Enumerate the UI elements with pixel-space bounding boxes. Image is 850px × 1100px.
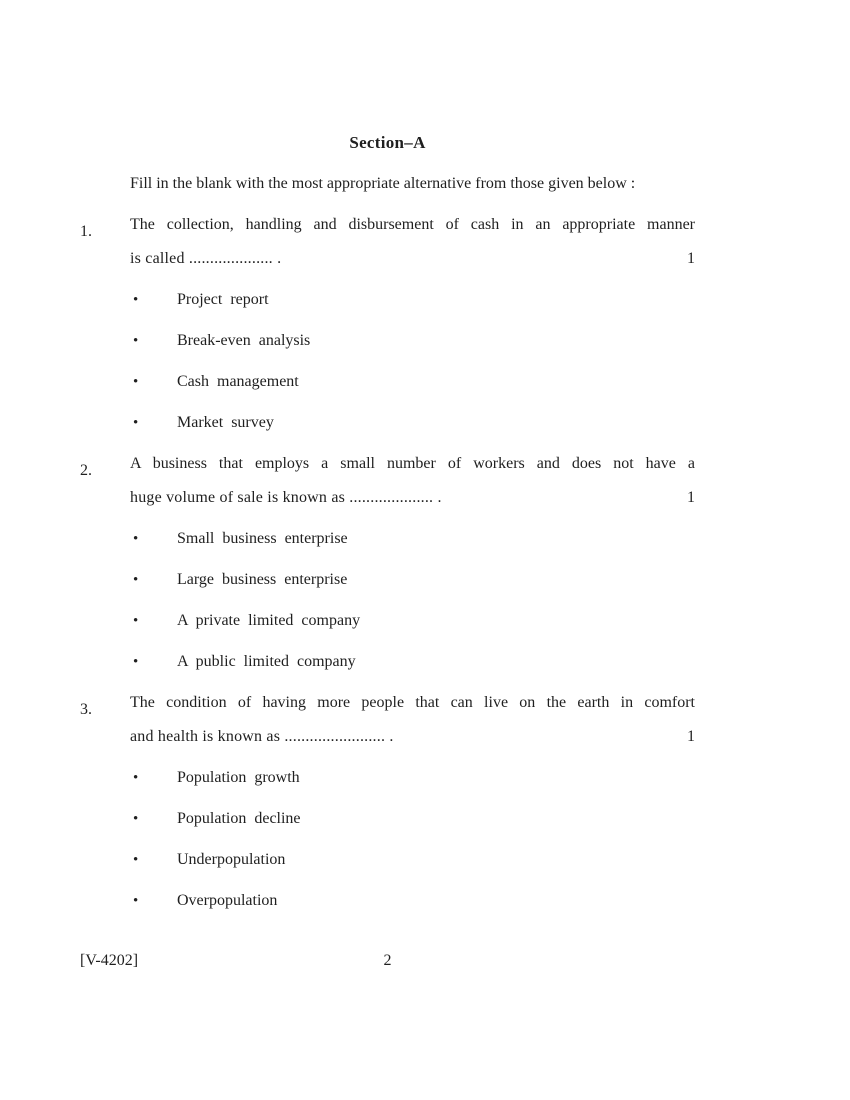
- option-item: [130, 406, 695, 440]
- question-1: [80, 208, 695, 440]
- option-item: [130, 604, 695, 638]
- option-label: A public limited company: [177, 653, 356, 670]
- question-text-line1: The collection, handling and disbursement of cash in an appropriate manner: [130, 216, 695, 233]
- option-label: Market survey: [177, 414, 274, 431]
- option-label: Small business enterprise: [177, 530, 348, 547]
- option-item: [130, 365, 695, 399]
- bullet-icon: •: [133, 613, 139, 629]
- question-text-line2: huge volume of sale is known as .................... .: [130, 489, 442, 506]
- question-text-line1: A business that employs a small number of workers and does not have a: [130, 455, 695, 472]
- bullet-icon: •: [133, 770, 139, 786]
- option-label: Cash management: [177, 373, 299, 390]
- option-item: [130, 761, 695, 795]
- bullet-icon: •: [133, 374, 139, 390]
- mark-value: 1: [687, 489, 695, 506]
- question-2: [80, 447, 695, 679]
- option-label: Underpopulation: [177, 851, 286, 868]
- question-number: 1.: [80, 223, 92, 240]
- mark-value: 1: [687, 250, 695, 267]
- paper-code: [V-4202]: [80, 952, 139, 969]
- option-item: [130, 324, 695, 358]
- mark-value: 1: [687, 728, 695, 745]
- option-label: Large business enterprise: [177, 571, 348, 588]
- question-text-line2: and health is known as ........................ .: [130, 728, 394, 745]
- option-item: [130, 884, 695, 918]
- page-number: 2: [383, 952, 392, 969]
- bullet-icon: •: [133, 415, 139, 431]
- question-text-line2: is called .................... .: [130, 250, 282, 267]
- question-number: 2.: [80, 462, 92, 479]
- option-label: Population decline: [177, 810, 301, 827]
- option-label: Population growth: [177, 769, 300, 786]
- page-content: [80, 0, 695, 969]
- option-item: [130, 843, 695, 877]
- bullet-icon: •: [133, 531, 139, 547]
- bullet-icon: •: [133, 893, 139, 909]
- option-label: A private limited company: [177, 612, 361, 629]
- option-item: [130, 283, 695, 317]
- option-label: Project report: [177, 291, 269, 308]
- bullet-icon: •: [133, 654, 139, 670]
- question-number: 3.: [80, 701, 92, 718]
- bullet-icon: •: [133, 572, 139, 588]
- option-label: Overpopulation: [177, 892, 278, 909]
- question-3: [80, 686, 695, 918]
- bullet-icon: •: [133, 333, 139, 349]
- section-title: Section–A: [349, 133, 426, 152]
- option-item: [130, 563, 695, 597]
- bullet-icon: •: [133, 852, 139, 868]
- bullet-icon: •: [133, 811, 139, 827]
- instruction-text: Fill in the blank with the most appropriate alternative from those given below :: [130, 175, 636, 192]
- question-text-line1: The condition of having more people that can live on the earth in comfort: [130, 694, 695, 711]
- option-item: [130, 522, 695, 556]
- option-item: [130, 645, 695, 679]
- option-label: Break-even analysis: [177, 332, 311, 349]
- bullet-icon: •: [133, 292, 139, 308]
- option-item: [130, 802, 695, 836]
